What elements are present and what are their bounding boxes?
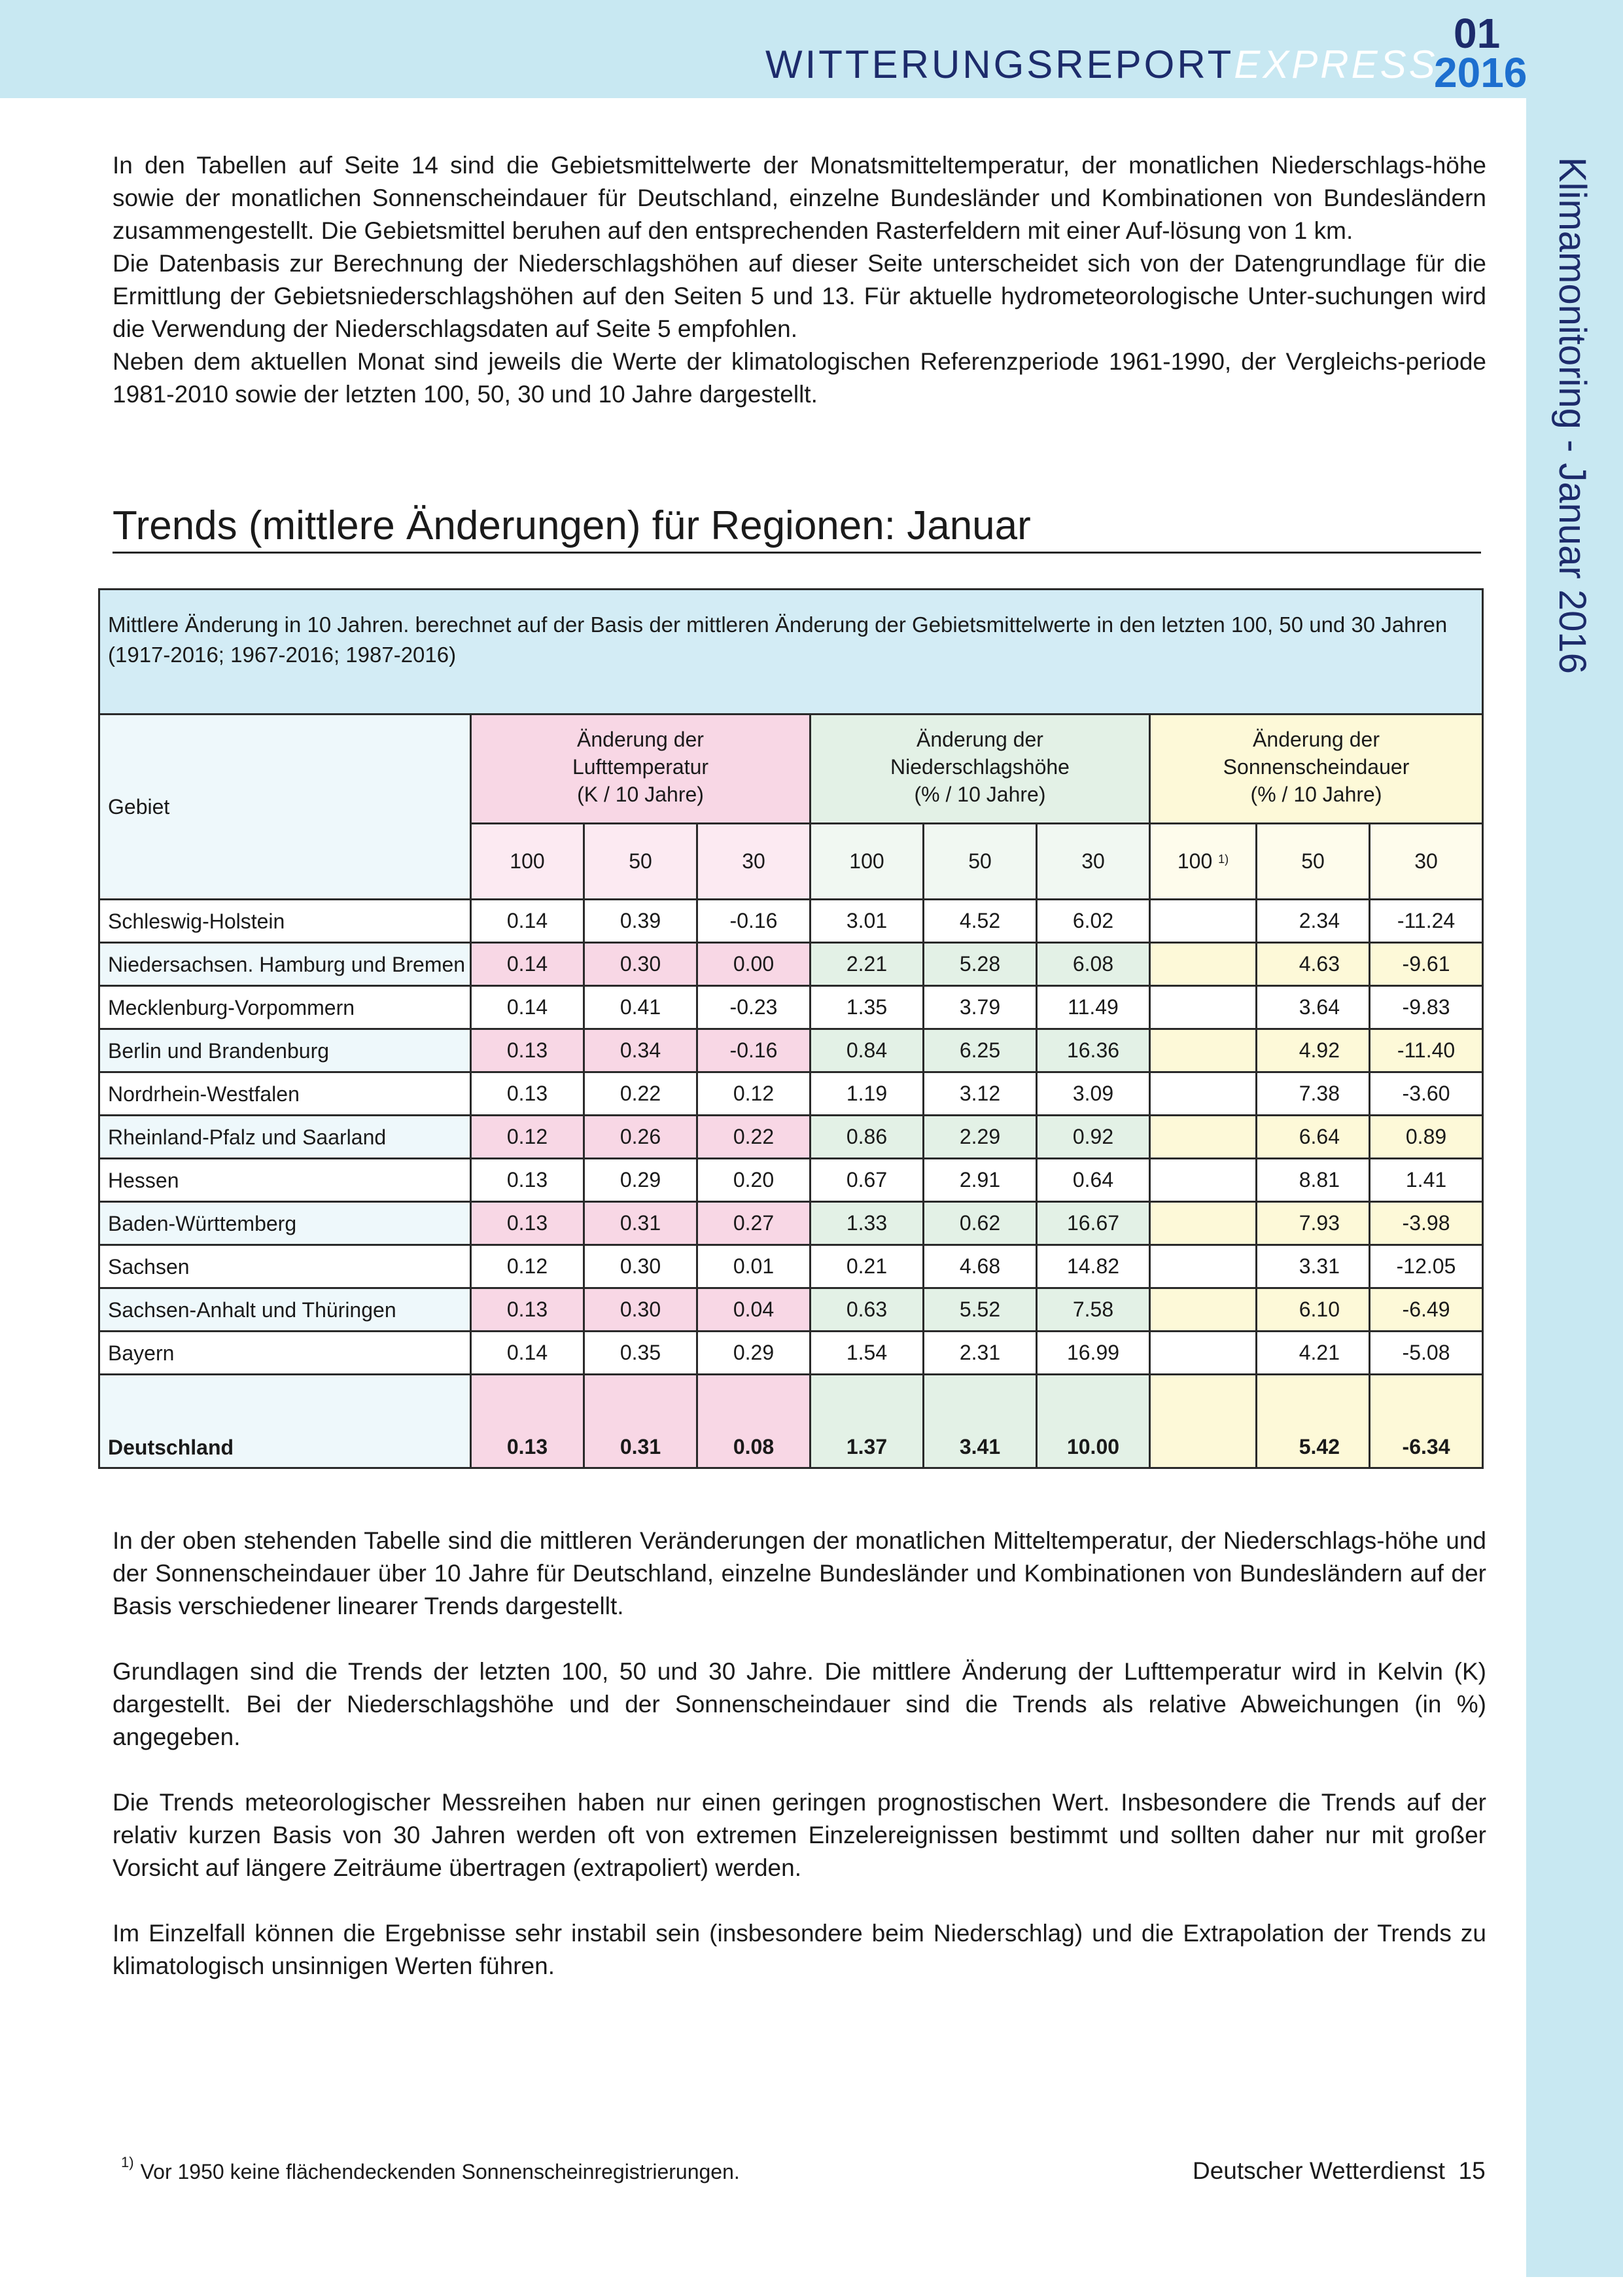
value-cell: 4.52	[924, 900, 1037, 943]
description-paragraph: Die Trends meteorologischer Messreihen haben nur einen geringen prognostischen Wert. Insbesondere die Trends auf der relativ kurzen Basis von 30 Jahren werden oft von extremen Einzelereignissen bestimmt und sollten daher nur mit großer Vorsicht auf längere Zeiträume übertragen (extrapoliert) werden.	[113, 1789, 1486, 1881]
value-cell	[1150, 1202, 1257, 1245]
issue-year: 2016	[1434, 49, 1527, 96]
footnote-text: Vor 1950 keine flächendeckenden Sonnenscheinregistrierungen.	[140, 2160, 740, 2183]
value-cell: 0.35	[584, 1332, 697, 1375]
value-cell: 2.34	[1257, 900, 1370, 943]
table-row	[99, 1288, 1483, 1332]
group-header-line: Änderung der	[1253, 728, 1380, 751]
value-cell	[1150, 986, 1257, 1029]
region-cell: Niedersachsen. Hamburg und Bremen	[99, 943, 471, 986]
value-cell: 0.12	[471, 1116, 584, 1159]
value-cell: -9.83	[1370, 986, 1483, 1029]
value-cell: 0.41	[584, 986, 697, 1029]
page-number: 15	[1458, 2157, 1486, 2184]
year-header: 30	[697, 824, 811, 900]
value-cell: -12.05	[1370, 1245, 1483, 1288]
value-cell: 7.58	[1037, 1288, 1150, 1332]
value-cell: 0.22	[584, 1072, 697, 1116]
value-cell: 0.26	[584, 1116, 697, 1159]
gebiet-header: Gebiet	[99, 715, 471, 900]
value-cell	[1150, 1245, 1257, 1288]
value-cell: 4.63	[1257, 943, 1370, 986]
value-cell: 4.21	[1257, 1332, 1370, 1375]
value-cell: 0.30	[584, 1245, 697, 1288]
value-cell: 0.30	[584, 1288, 697, 1332]
value-cell: 0.62	[924, 1202, 1037, 1245]
footnote-marker: 1)	[1218, 853, 1229, 866]
table-row	[99, 1159, 1483, 1202]
value-cell: 0.31	[584, 1202, 697, 1245]
value-cell: -3.98	[1370, 1202, 1483, 1245]
region-cell: Baden-Württemberg	[99, 1202, 471, 1245]
value-cell: 2.29	[924, 1116, 1037, 1159]
value-cell: 4.92	[1257, 1029, 1370, 1072]
trends-table	[98, 588, 1484, 1469]
value-cell: 0.13	[471, 1202, 584, 1245]
value-cell: 6.08	[1037, 943, 1150, 986]
value-cell: 0.14	[471, 900, 584, 943]
group-header-line: (% / 10 Jahre)	[1250, 783, 1382, 806]
table-row	[99, 1029, 1483, 1072]
value-cell: 14.82	[1037, 1245, 1150, 1288]
value-cell: 0.39	[584, 900, 697, 943]
region-cell: Schleswig-Holstein	[99, 900, 471, 943]
value-cell	[1150, 1116, 1257, 1159]
page-footer	[1193, 2157, 1486, 2185]
value-cell: 0.63	[811, 1288, 924, 1332]
value-cell: 0.86	[811, 1116, 924, 1159]
footnote-marker: 1)	[121, 2154, 134, 2170]
value-cell: -0.16	[697, 1029, 811, 1072]
intro-paragraph: In den Tabellen auf Seite 14 sind die Gebietsmittelwerte der Monatsmitteltemperatur, der monatlichen Niederschlags-höhe sowie der monatlichen Sonnenscheindauer für Deutschland, einzelne Bundesländer und Kombinationen von Bundesländern zusammengestellt. Die Gebietsmittel beruhen auf den entsprechenden Rasterfeldern mit einer Auf-lösung von 1 km.	[113, 152, 1486, 244]
footnote	[121, 2154, 740, 2184]
value-cell: 7.93	[1257, 1202, 1370, 1245]
year-header: 50	[1257, 824, 1370, 900]
group-header-temperature	[471, 715, 811, 824]
group-header-line: Lufttemperatur	[572, 755, 709, 779]
value-cell: 3.09	[1037, 1072, 1150, 1116]
description-paragraph: Grundlagen sind die Trends der letzten 100, 50 und 30 Jahre. Die mittlere Änderung der Lufttemperatur wird in Kelvin (K) dargestellt. Bei der Niederschlagshöhe und der Sonnenscheindauer sind die Trends als relative Abweichungen (in %) angegeben.	[113, 1658, 1486, 1750]
group-header-line: Niederschlagshöhe	[890, 755, 1070, 779]
description-paragraph: In der oben stehenden Tabelle sind die mittleren Veränderungen der monatlichen Mitteltemperatur, der Niederschlags-höhe und der Sonnenscheindauer über 10 Jahre für Deutschland, einzelne Bundesländer und Kombinationen von Bundesländern auf der Basis verschiedener linearer Trends dargestellt.	[113, 1527, 1486, 1619]
value-cell: 1.33	[811, 1202, 924, 1245]
value-cell: 0.64	[1037, 1159, 1150, 1202]
value-cell: 6.64	[1257, 1116, 1370, 1159]
value-cell: 2.31	[924, 1332, 1037, 1375]
group-header-precipitation	[811, 715, 1150, 824]
region-cell: Sachsen-Anhalt und Thüringen	[99, 1288, 471, 1332]
value-cell: -5.08	[1370, 1332, 1483, 1375]
value-cell: 0.92	[1037, 1116, 1150, 1159]
value-cell: 0.14	[471, 1332, 584, 1375]
value-cell: 6.10	[1257, 1288, 1370, 1332]
table-body	[99, 900, 1483, 1468]
region-cell: Hessen	[99, 1159, 471, 1202]
section-title: Trends (mittlere Änderungen) für Regionen: Januar	[113, 503, 1031, 548]
value-cell: 0.31	[584, 1375, 697, 1468]
year-header: 30	[1370, 824, 1483, 900]
value-cell: 0.20	[697, 1159, 811, 1202]
table-row	[99, 1245, 1483, 1288]
value-cell: -6.49	[1370, 1288, 1483, 1332]
value-cell: 0.21	[811, 1245, 924, 1288]
table-row	[99, 1116, 1483, 1159]
group-header-line: Änderung der	[916, 728, 1043, 751]
value-cell: 0.34	[584, 1029, 697, 1072]
value-cell: 7.38	[1257, 1072, 1370, 1116]
value-cell: 6.25	[924, 1029, 1037, 1072]
value-cell	[1150, 1288, 1257, 1332]
value-cell	[1150, 1072, 1257, 1116]
value-cell: 16.67	[1037, 1202, 1150, 1245]
value-cell: 0.00	[697, 943, 811, 986]
report-suffix: EXPRESS	[1234, 43, 1438, 86]
publisher-name: Deutscher Wetterdienst	[1193, 2157, 1445, 2184]
value-cell	[1150, 943, 1257, 986]
value-cell: 3.41	[924, 1375, 1037, 1468]
trends-table-wrap	[98, 588, 1484, 1469]
value-cell: 3.79	[924, 986, 1037, 1029]
value-cell	[1150, 1332, 1257, 1375]
title-rule	[113, 552, 1481, 554]
region-cell: Berlin und Brandenburg	[99, 1029, 471, 1072]
table-row	[99, 1332, 1483, 1375]
value-cell: 3.01	[811, 900, 924, 943]
value-cell: 0.29	[697, 1332, 811, 1375]
value-cell: 5.42	[1257, 1375, 1370, 1468]
group-header-line: Änderung der	[577, 728, 704, 751]
value-cell: 0.04	[697, 1288, 811, 1332]
value-cell: 8.81	[1257, 1159, 1370, 1202]
value-cell: 0.13	[471, 1159, 584, 1202]
value-cell: 2.91	[924, 1159, 1037, 1202]
report-title	[765, 42, 1438, 87]
value-cell: 0.13	[471, 1288, 584, 1332]
value-cell: 2.21	[811, 943, 924, 986]
value-cell: 1.19	[811, 1072, 924, 1116]
region-cell: Rheinland-Pfalz und Saarland	[99, 1116, 471, 1159]
region-cell: Sachsen	[99, 1245, 471, 1288]
value-cell: 0.89	[1370, 1116, 1483, 1159]
year-header: 50	[924, 824, 1037, 900]
value-cell	[1150, 900, 1257, 943]
value-cell	[1150, 1375, 1257, 1468]
group-header-line: Sonnenscheindauer	[1223, 755, 1410, 779]
value-cell: 16.99	[1037, 1332, 1150, 1375]
description-text	[113, 1525, 1486, 2015]
value-cell: 3.12	[924, 1072, 1037, 1116]
group-header-line: (% / 10 Jahre)	[914, 783, 1046, 806]
intro-text	[113, 149, 1486, 411]
value-cell: 0.27	[697, 1202, 811, 1245]
value-cell	[1150, 1029, 1257, 1072]
table-row	[99, 986, 1483, 1029]
table-row-total	[99, 1375, 1483, 1468]
value-cell: 1.41	[1370, 1159, 1483, 1202]
value-cell: -6.34	[1370, 1375, 1483, 1468]
side-label: Klimamonitoring - Januar 2016	[1551, 157, 1594, 674]
report-name: WITTERUNGSREPORT	[765, 43, 1234, 86]
region-cell: Mecklenburg-Vorpommern	[99, 986, 471, 1029]
value-cell: 0.30	[584, 943, 697, 986]
value-cell: 0.14	[471, 943, 584, 986]
year-header: 30	[1037, 824, 1150, 900]
value-cell	[1150, 1159, 1257, 1202]
value-cell: 0.13	[471, 1072, 584, 1116]
table-row	[99, 1072, 1483, 1116]
value-cell: 0.67	[811, 1159, 924, 1202]
region-cell: Deutschland	[99, 1375, 471, 1468]
value-cell: -11.40	[1370, 1029, 1483, 1072]
group-header-sunshine	[1150, 715, 1483, 824]
value-cell: 0.29	[584, 1159, 697, 1202]
value-cell: 1.35	[811, 986, 924, 1029]
value-cell: 3.31	[1257, 1245, 1370, 1288]
table-caption: Mittlere Änderung in 10 Jahren. berechnet auf der Basis der mittleren Änderung der Gebietsmittelwerte in den letzten 100, 50 und 30 Jahren (1917-2016; 1967-2016; 1987-2016)	[99, 590, 1483, 715]
value-cell: 0.14	[471, 986, 584, 1029]
year-header-label: 100	[1177, 849, 1213, 873]
value-cell: 6.02	[1037, 900, 1150, 943]
value-cell: -3.60	[1370, 1072, 1483, 1116]
issue-number: 01	[1454, 10, 1501, 57]
value-cell: 0.12	[697, 1072, 811, 1116]
value-cell: -11.24	[1370, 900, 1483, 943]
intro-paragraph: Neben dem aktuellen Monat sind jeweils die Werte der klimatologischen Referenzperiode 1961-1990, der Vergleichs-periode 1981-2010 sowie der letzten 100, 50, 30 und 10 Jahre dargestellt.	[113, 348, 1486, 408]
region-cell: Nordrhein-Westfalen	[99, 1072, 471, 1116]
value-cell: 4.68	[924, 1245, 1037, 1288]
value-cell: 11.49	[1037, 986, 1150, 1029]
year-header: 50	[584, 824, 697, 900]
value-cell: 0.12	[471, 1245, 584, 1288]
value-cell: 16.36	[1037, 1029, 1150, 1072]
value-cell: 5.52	[924, 1288, 1037, 1332]
value-cell: -0.16	[697, 900, 811, 943]
value-cell: -9.61	[1370, 943, 1483, 986]
value-cell: -0.23	[697, 986, 811, 1029]
year-header: 100	[811, 824, 924, 900]
value-cell: 1.37	[811, 1375, 924, 1468]
description-paragraph: Im Einzelfall können die Ergebnisse sehr instabil sein (insbesondere beim Niederschlag) und die Extrapolation der Trends zu klimatologisch unsinnigen Werten führen.	[113, 1920, 1486, 1979]
value-cell: 0.84	[811, 1029, 924, 1072]
region-cell: Bayern	[99, 1332, 471, 1375]
value-cell: 3.64	[1257, 986, 1370, 1029]
value-cell: 0.08	[697, 1375, 811, 1468]
value-cell: 0.13	[471, 1375, 584, 1468]
value-cell: 5.28	[924, 943, 1037, 986]
value-cell: 1.54	[811, 1332, 924, 1375]
table-row	[99, 1202, 1483, 1245]
value-cell: 0.01	[697, 1245, 811, 1288]
value-cell: 0.22	[697, 1116, 811, 1159]
group-header-line: (K / 10 Jahre)	[577, 783, 704, 806]
intro-paragraph: Die Datenbasis zur Berechnung der Niederschlagshöhen auf dieser Seite unterscheidet sich von der Datengrundlage für die Ermittlung der Gebietsniederschlagshöhen auf den Seiten 5 und 13. Für aktuelle hydrometeorologische Unter-suchungen wird die Verwendung der Niederschlagsdaten auf Seite 5 empfohlen.	[113, 250, 1486, 342]
table-row	[99, 900, 1483, 943]
year-header-sunshine-100	[1150, 824, 1257, 900]
value-cell: 10.00	[1037, 1375, 1150, 1468]
table-row	[99, 943, 1483, 986]
value-cell: 0.13	[471, 1029, 584, 1072]
year-header: 100	[471, 824, 584, 900]
